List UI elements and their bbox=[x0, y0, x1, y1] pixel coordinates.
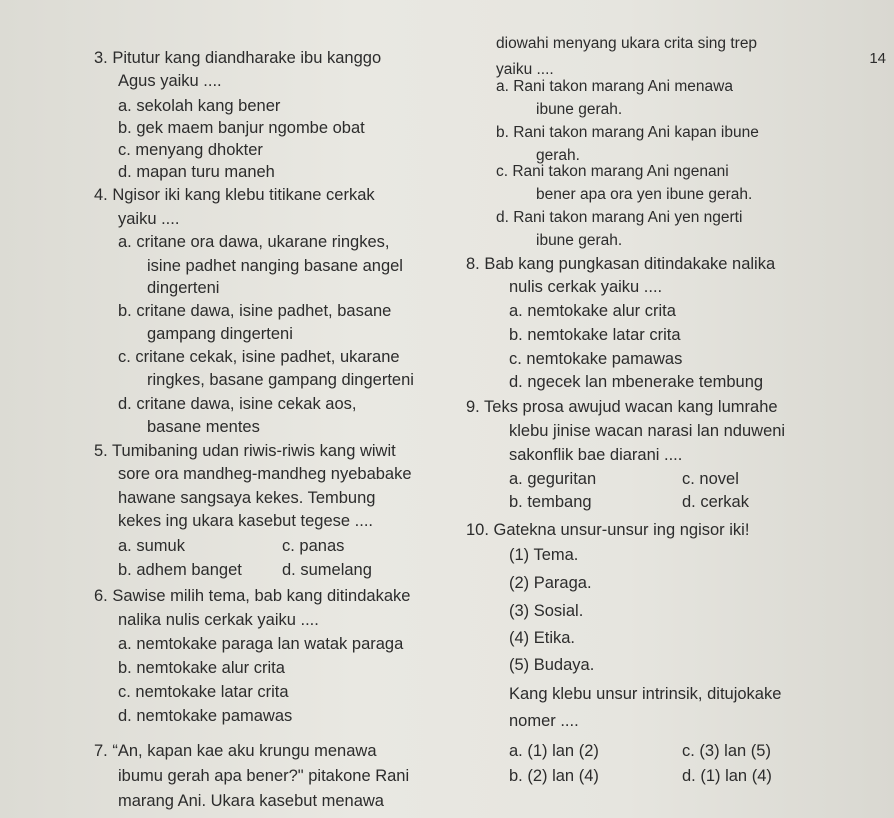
q10-stem-line-2: nomer .... bbox=[509, 712, 579, 730]
q10-item-4: (4) Etika. bbox=[509, 629, 576, 647]
q4-option-b-line-1: b. critane dawa, isine padhet, basane bbox=[118, 302, 392, 320]
q6-question-line-1: 6. Sawise milih tema, bab kang ditindakake bbox=[94, 587, 411, 605]
q4-option-c-line-1: c. critane cekak, isine padhet, ukarane bbox=[118, 348, 400, 366]
page-number: 14 bbox=[869, 50, 886, 67]
q10-option-b: b. (2) lan (4) bbox=[509, 767, 599, 785]
q4-question-line-2: yaiku .... bbox=[118, 210, 180, 228]
q9-question-line-2: klebu jinise wacan narasi lan nduweni bbox=[509, 422, 786, 440]
q6-option-d: d. nemtokake pamawas bbox=[118, 707, 293, 725]
q7-option-b-line-2: gerah. bbox=[536, 147, 580, 164]
q7-cont-line-1: diowahi menyang ukara crita sing trep bbox=[496, 35, 758, 52]
q7-option-c-line-2: bener apa ora yen ibune gerah. bbox=[536, 186, 753, 203]
q9-option-c: c. novel bbox=[682, 470, 739, 488]
q10-item-2: (2) Paraga. bbox=[509, 574, 592, 592]
q5-option-a: a. sumuk bbox=[118, 537, 185, 555]
q3-option-d: d. mapan turu maneh bbox=[118, 163, 275, 181]
q3-option-a: a. sekolah kang bener bbox=[118, 97, 281, 115]
q10-question: 10. Gatekna unsur-unsur ing ngisor iki! bbox=[466, 521, 750, 539]
q4-option-a-line-3: dingerteni bbox=[147, 279, 220, 297]
q10-item-1: (1) Tema. bbox=[509, 546, 579, 564]
q4-question-line-1: 4. Ngisor iki kang klebu titikane cerkak bbox=[94, 186, 375, 204]
q8-question-line-2: nulis cerkak yaiku .... bbox=[509, 278, 663, 296]
q7-question-line-1: 7. “An, kapan kae aku krungu menawa bbox=[94, 742, 377, 760]
q7-cont-line-2: yaiku .... bbox=[496, 61, 554, 78]
q5-question-line-3: hawane sangsaya kekes. Tembung bbox=[118, 489, 376, 507]
q5-option-b: b. adhem banget bbox=[118, 561, 242, 579]
q3-option-b: b. gek maem banjur ngombe obat bbox=[118, 119, 365, 137]
q3-question-line-2: Agus yaiku .... bbox=[118, 72, 222, 90]
q6-option-c: c. nemtokake latar crita bbox=[118, 683, 289, 701]
q6-question-line-2: nalika nulis cerkak yaiku .... bbox=[118, 611, 319, 629]
q10-stem-line-1: Kang klebu unsur intrinsik, ditujokake bbox=[509, 685, 782, 703]
q5-question-line-4: kekes ing ukara kasebut tegese .... bbox=[118, 512, 373, 530]
q4-option-c-line-2: ringkes, basane gampang dingerteni bbox=[147, 371, 414, 389]
q8-option-b: b. nemtokake latar crita bbox=[509, 326, 681, 344]
q4-option-a-line-2: isine padhet nanging basane angel bbox=[147, 257, 403, 275]
q9-option-d: d. cerkak bbox=[682, 493, 749, 511]
q5-question-line-2: sore ora mandheg-mandheg nyebabake bbox=[118, 465, 412, 483]
q7-option-a-line-1: a. Rani takon marang Ani menawa bbox=[496, 78, 733, 95]
q3-option-c: c. menyang dhokter bbox=[118, 141, 263, 159]
q7-question-line-2: ibumu gerah apa bener?" pitakone Rani bbox=[118, 767, 410, 785]
q10-item-5: (5) Budaya. bbox=[509, 656, 595, 674]
q8-option-c: c. nemtokake pamawas bbox=[509, 350, 683, 368]
q4-option-d-line-2: basane mentes bbox=[147, 418, 260, 436]
q6-option-a: a. nemtokake paraga lan watak paraga bbox=[118, 635, 404, 653]
q9-option-b: b. tembang bbox=[509, 493, 592, 511]
q3-question-line-1: 3. Pitutur kang diandharake ibu kanggo bbox=[94, 49, 382, 67]
q8-option-d: d. ngecek lan mbenerake tembung bbox=[509, 373, 764, 391]
q6-option-b: b. nemtokake alur crita bbox=[118, 659, 285, 677]
q4-option-a-line-1: a. critane ora dawa, ukarane ringkes, bbox=[118, 233, 390, 251]
q5-question-line-1: 5. Tumibaning udan riwis-riwis kang wiwit bbox=[94, 442, 396, 460]
q9-question-line-1: 9. Teks prosa awujud wacan kang lumrahe bbox=[466, 398, 778, 416]
q7-option-a-line-2: ibune gerah. bbox=[536, 101, 623, 118]
q5-option-d: d. sumelang bbox=[282, 561, 372, 579]
q4-option-d-line-1: d. critane dawa, isine cekak aos, bbox=[118, 395, 357, 413]
q7-option-d-line-1: d. Rani takon marang Ani yen ngerti bbox=[496, 209, 743, 226]
q5-option-c: c. panas bbox=[282, 537, 345, 555]
q10-option-a: a. (1) lan (2) bbox=[509, 742, 599, 760]
q7-option-c-line-1: c. Rani takon marang Ani ngenani bbox=[496, 163, 729, 180]
q7-option-b-line-1: b. Rani takon marang Ani kapan ibune bbox=[496, 124, 759, 141]
q10-option-c: c. (3) lan (5) bbox=[682, 742, 771, 760]
q7-option-d-line-2: ibune gerah. bbox=[536, 232, 623, 249]
q4-option-b-line-2: gampang dingerteni bbox=[147, 325, 293, 343]
q10-item-3: (3) Sosial. bbox=[509, 602, 584, 620]
q10-option-d: d. (1) lan (4) bbox=[682, 767, 772, 785]
q8-question-line-1: 8. Bab kang pungkasan ditindakake nalika bbox=[466, 255, 776, 273]
q8-option-a: a. nemtokake alur crita bbox=[509, 302, 676, 320]
q9-option-a: a. geguritan bbox=[509, 470, 597, 488]
q9-question-line-3: sakonflik bae diarani .... bbox=[509, 446, 683, 464]
q7-question-line-3: marang Ani. Ukara kasebut menawa bbox=[118, 792, 384, 810]
